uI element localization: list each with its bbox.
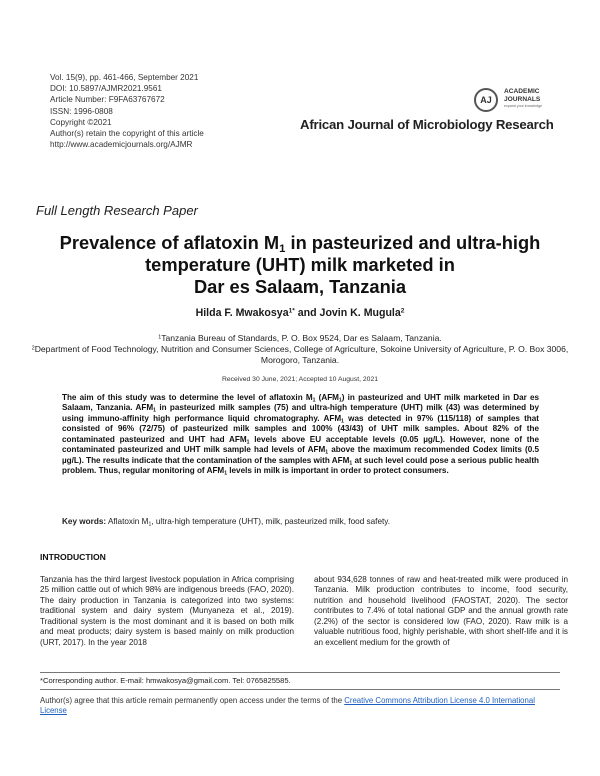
subscript: 1 [338, 397, 342, 404]
subscript: 1 [148, 521, 152, 528]
affiliations [30, 333, 570, 367]
paper-type: Full Length Research Paper [36, 203, 198, 218]
license-text: Author(s) agree that this article remain permanently open access under the terms of the [40, 696, 345, 705]
meta-volume: Vol. 15(9), pp. 461-466, September 2021 [50, 73, 199, 82]
author-conjunction: and [294, 307, 320, 319]
section-heading-introduction: INTRODUCTION [40, 552, 106, 562]
authors [30, 307, 570, 319]
affiliation-1-text: Tanzania Bureau of Standards, P. O. Box 9524, Dar es Salaam, Tanzania. [161, 333, 442, 343]
affiliation-2 [30, 344, 570, 366]
affiliation-1-mark: 1 [158, 334, 162, 341]
title-part: in pasteurized and ultra-high [285, 232, 541, 253]
abstract-part: ) in pasteurized and UHT milk marketed in Dar es Salaam, Tanzania. AFM [62, 393, 540, 413]
keywords-text: Aflatoxin M [106, 517, 149, 526]
title-line-2: temperature (UHT) milk marketed in [145, 254, 455, 275]
subscript: 1 [312, 397, 316, 404]
logo-tagline: expand your knowledge [504, 104, 542, 108]
logo-line1: ACADEMIC [504, 88, 540, 95]
body-column-right [314, 575, 568, 648]
abstract-part: levels above EU acceptable levels (0.05 µg/L). However, none of the contaminated pasteurized and UHT milk sample had levels of AFM [62, 434, 539, 455]
keywords-text: , ultra-high temperature (UHT), milk, pasteurized milk, food safety. [151, 517, 391, 526]
abstract-part: was detected in 97% (115/118) of samples that consisted of 96% (72/75) of pasteurized milk samples and 100% (43/43) of UHT milk samples. About 82% of the contaminated pasteurized and UHT had AFM [62, 413, 539, 444]
meta-issn: ISSN: 1996-0808 [50, 106, 113, 116]
author-1-mark: 1* [288, 307, 295, 315]
meta-rights: Author(s) retain the copyright of this article [50, 129, 204, 139]
aj-logo-icon: AJ [474, 88, 498, 112]
author-1: Hilda F. Mwakosya [195, 307, 289, 319]
abstract-part: (AFM [315, 393, 339, 402]
author-2: Jovin K. Mugula [319, 307, 401, 319]
abstract-text [62, 393, 539, 477]
author-2-mark: 2 [400, 307, 405, 315]
affiliation-1 [30, 333, 570, 344]
keywords-label: Key words: [62, 517, 107, 526]
abstract [62, 393, 539, 477]
license-divider [40, 689, 560, 690]
affiliation-2-text: Department of Food Technology, Nutrition and Consumer Sciences, College of Agriculture, Sokoine University of Agriculture, P. O. Box 3006, Morogoro, Tanzania. [34, 344, 569, 366]
logo-wordmark [504, 88, 540, 103]
keywords [62, 517, 542, 526]
title-line-1 [30, 232, 570, 254]
received-dates: Received 30 June, 2021; Accepted 10 August, 2021 [221, 376, 379, 383]
subscript: 1 [325, 449, 329, 456]
license-notice [40, 696, 560, 716]
corresponding-author: *Corresponding author. E-mail: hmwakosya@gmail.com. Tel: 0765825585. [40, 676, 291, 685]
publisher-logo [474, 84, 564, 114]
meta-copyright: Copyright ©2021 [50, 117, 112, 127]
title-subscript: 1 [279, 242, 286, 255]
affiliation-2-mark: 2 [31, 345, 35, 352]
subscript: 1 [341, 418, 344, 425]
meta-article-number: Article Number: F9FA63767672 [50, 95, 165, 105]
title-line-3: Dar es Salaam, Tanzania [193, 276, 407, 297]
abstract-part: levels in milk is important in order to protect consumers. [227, 466, 449, 476]
paragraph: about 934,628 tonnes of raw and heat-treated milk were produced in Tanzania. Milk production contributes to income, food security, nutrition and household livelihood (FAOSTAT, 2020). The sector contributes to 7.4% of total national GDP and the annual growth rate (2.2%) of the sector is considered low (FAO, 2020). Raw milk is a valuable nutritious food, highly perishable, with short shelf-life and it is an excellent medium for the growth of [314, 575, 568, 647]
meta-doi: DOI: 10.5897/AJMR2021.9561 [50, 84, 162, 94]
abstract-part: at such level could pose a serious public health problem. Thus, regular monitoring of AFM [62, 455, 539, 476]
abstract-part: The aim of this study was to determine the level of aflatoxin M [62, 393, 313, 402]
title-part: Prevalence of aflatoxin M [59, 232, 280, 253]
journal-name: African Journal of Microbiology Research [300, 117, 554, 132]
paragraph: Tanzania has the third largest livestock population in Africa comprising 25 million cattle out of which 98% are indigenous breeds (FAO, 2020). The dairy production in Tanzania is categorized into two systems: traditional system and dairy system (Munyaneza et al., 2019). Traditional system is the most dominant and it is based on both milk and meat products; dairy system is based mainly on milk production (URT, 2017). In the year 2018 [40, 575, 294, 647]
article-title [30, 232, 570, 298]
meta-url[interactable]: http://www.academicjournals.org/AJMR [50, 140, 193, 150]
subscript: 1 [246, 439, 250, 446]
license-link[interactable]: Creative Commons Attribution License 4.0 International License [40, 696, 535, 715]
body-column-left [40, 575, 294, 648]
footnote-divider [40, 672, 560, 673]
logo-line2: JOURNALS [504, 95, 541, 103]
abstract-part: in pasteurized milk samples (75) and ultra-high temperature (UHT) milk (43) was determined by using immuno-affinity high performance liquid chromatography. AFM [62, 403, 539, 423]
abstract-part: above the maximum recommended Codex limits (0.5 µg/L). The results indicate that the contamination of the samples with AFM [62, 445, 539, 465]
article-metadata [50, 72, 204, 150]
subscript: 1 [153, 407, 156, 414]
subscript: 1 [349, 459, 353, 466]
subscript: 1 [224, 470, 228, 477]
